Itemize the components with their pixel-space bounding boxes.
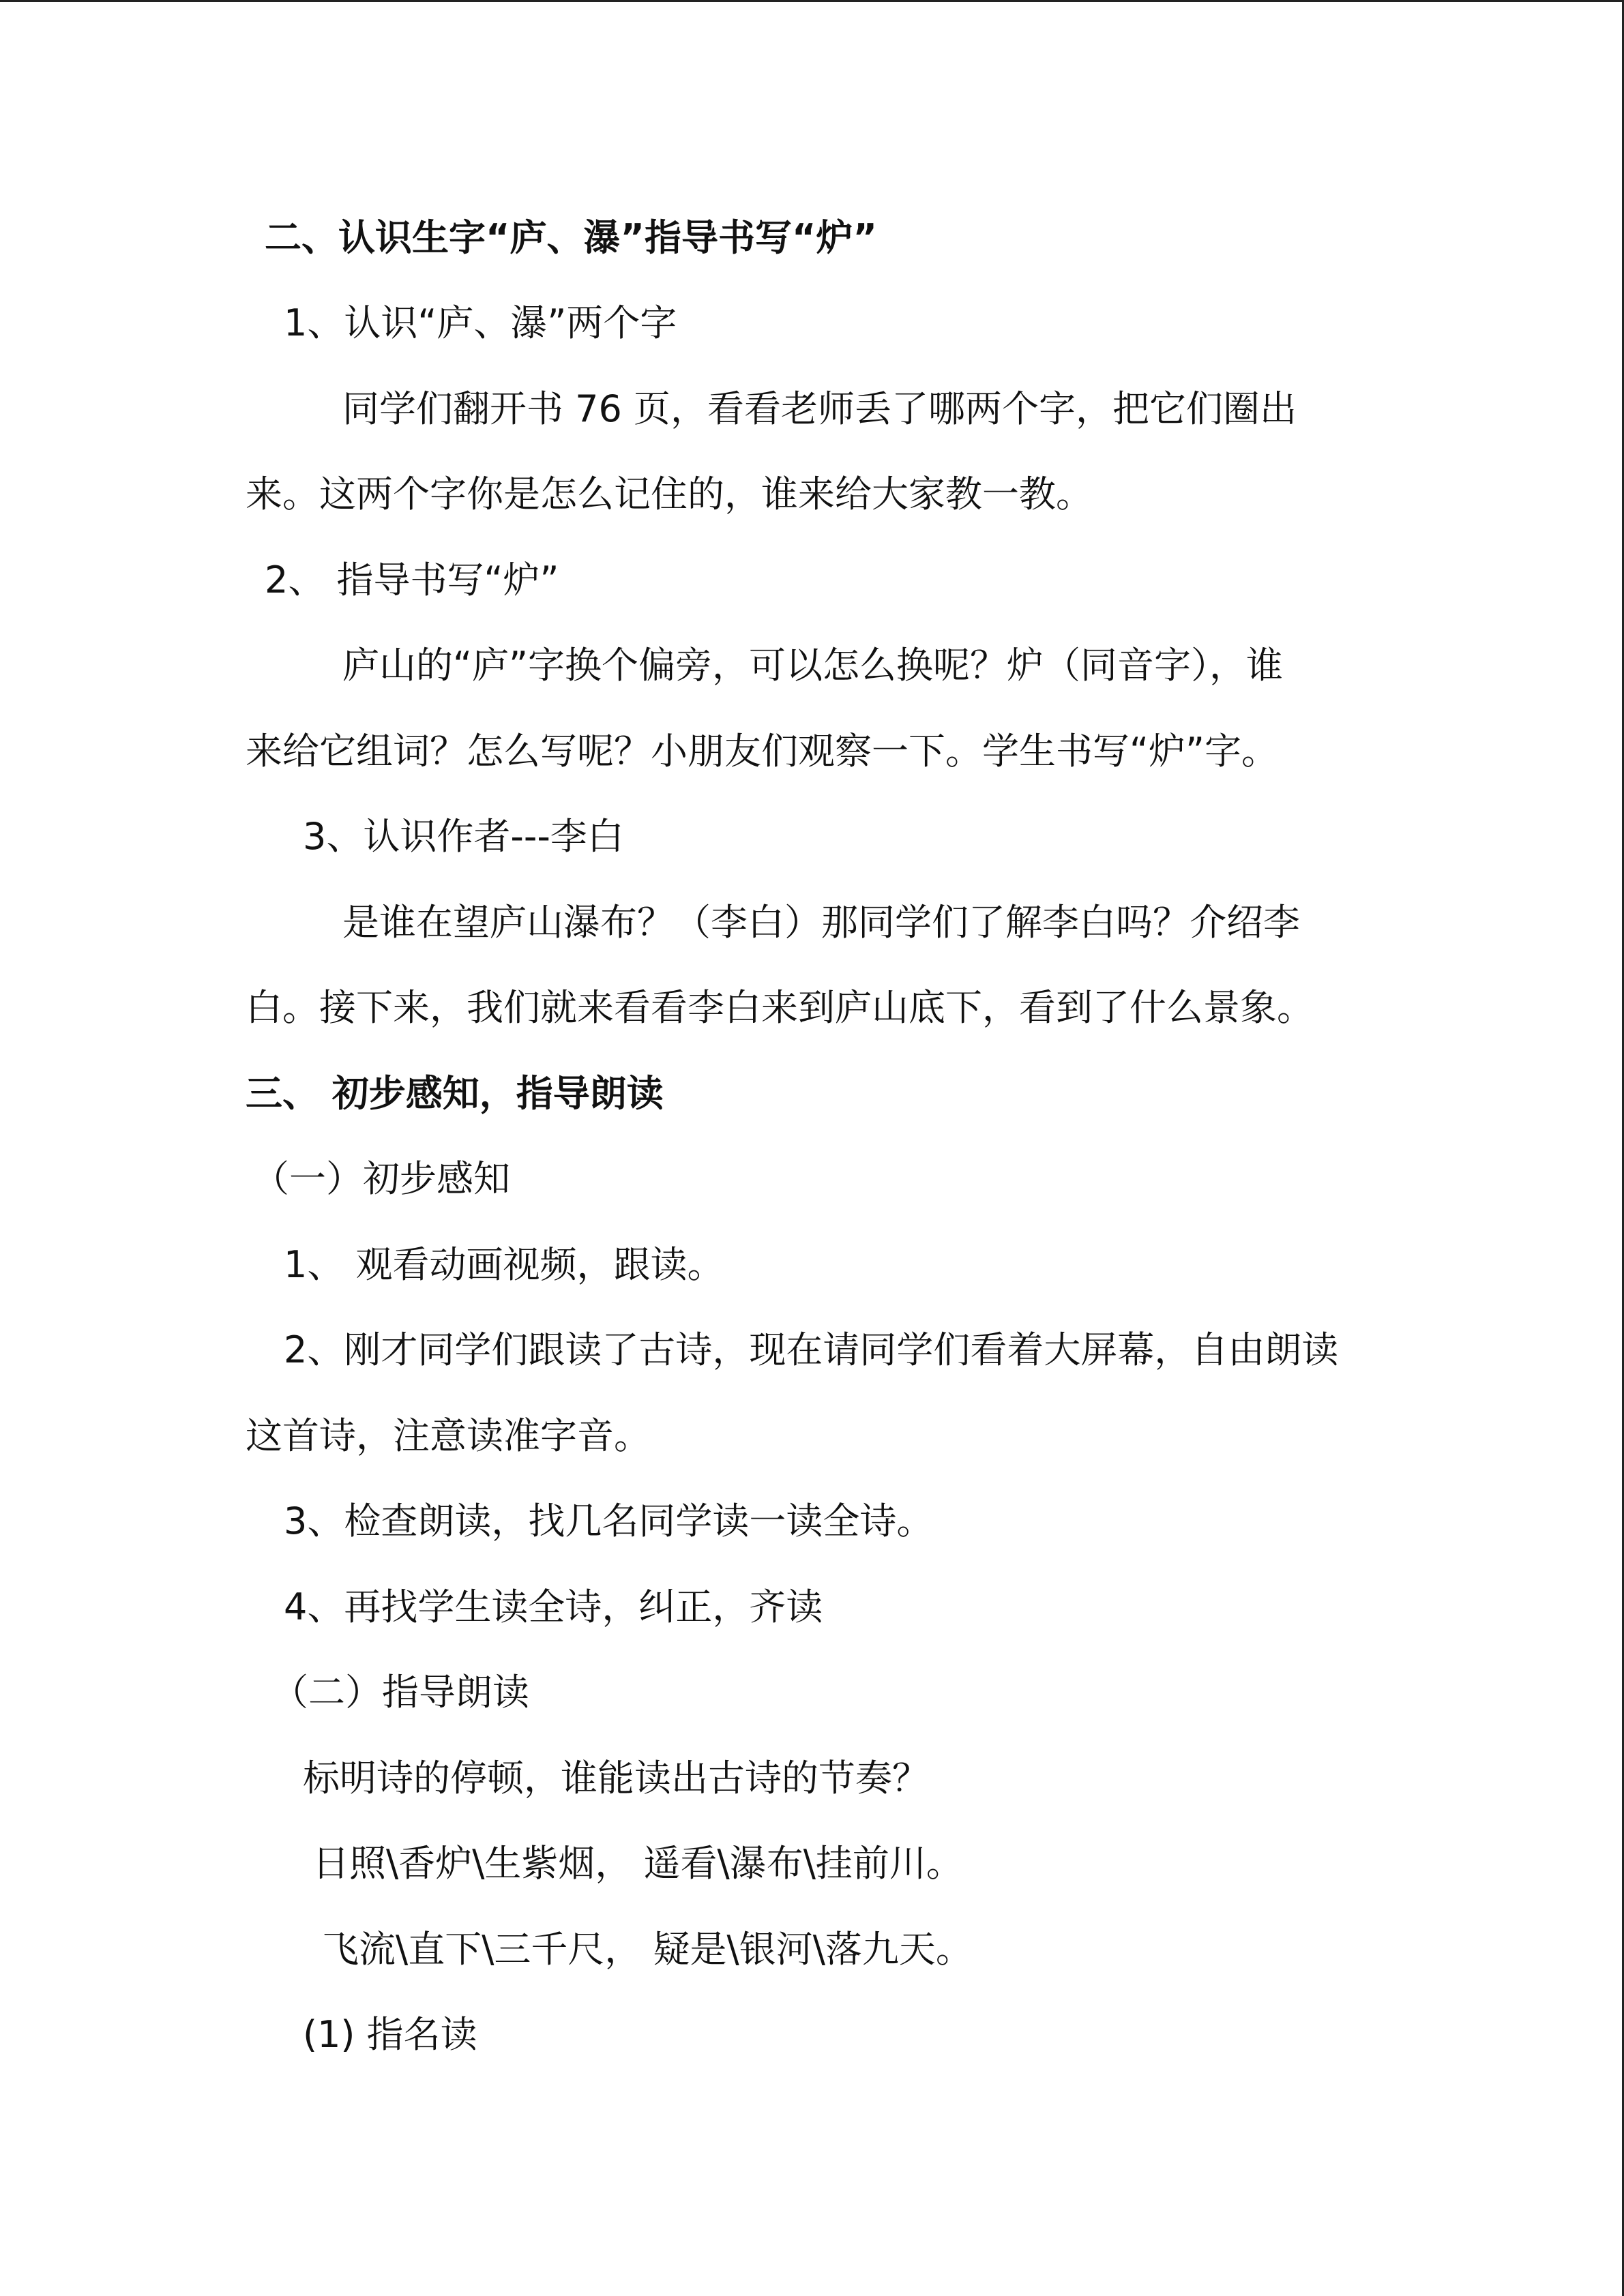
- paragraph-line: 庐山的“庐”字换个偏旁，可以怎么换呢？炉（同音字），谁: [342, 644, 1283, 687]
- subsection-heading: （一）初步感知: [252, 1157, 510, 1200]
- poem-line: 日照\香炉\生紫烟， 遥看\瀑布\挂前川。: [312, 1842, 963, 1885]
- list-item: 2、刚才同学们跟读了古诗，现在请同学们看着大屏幕，自由朗读: [284, 1328, 1339, 1371]
- paragraph-line: 白。接下来，我们就来看看李白来到庐山底下，看到了什么景象。: [246, 986, 1314, 1029]
- subsection-heading: （二）指导朗读: [271, 1671, 529, 1714]
- list-item: 1、 观看动画视频，跟读。: [284, 1243, 724, 1286]
- item-3-heading: 3、认识作者---李白: [303, 815, 624, 858]
- poem-line: 飞流\直下\三千尺， 疑是\银河\落九天。: [322, 1928, 973, 1971]
- section-heading-2: 二、认识生字“庐、瀑”指导书写“炉”: [265, 216, 877, 259]
- paragraph-line: 来给它组词？怎么写呢？小朋友们观察一下。学生书写“炉”字。: [246, 730, 1278, 773]
- list-item: (1) 指名读: [303, 2013, 477, 2056]
- paragraph-line: 是谁在望庐山瀑布？（李白）那同学们了解李白吗？介绍李: [342, 901, 1300, 944]
- paragraph-line: 标明诗的停顿，谁能读出古诗的节奏？: [303, 1757, 929, 1800]
- list-item: 3、检查朗读，找几名同学读一读全诗。: [284, 1500, 934, 1542]
- section-heading-3: 三、 初步感知，指导朗读: [246, 1072, 664, 1115]
- list-item: 4、再找学生读全诗，纠正，齐读: [284, 1585, 823, 1628]
- paragraph-line: 这首诗，注意读准字音。: [246, 1414, 651, 1457]
- page-top-border: [0, 0, 1624, 2]
- paragraph-line: 来。这两个字你是怎么记住的，谁来给大家教一教。: [246, 473, 1093, 516]
- item-2-heading: 2、 指导书写“炉”: [265, 558, 559, 601]
- item-1-heading: 1、认识“庐、瀑”两个字: [284, 301, 677, 344]
- paragraph-line: 同学们翻开书 76 页，看看老师丢了哪两个字，把它们圈出: [342, 387, 1297, 430]
